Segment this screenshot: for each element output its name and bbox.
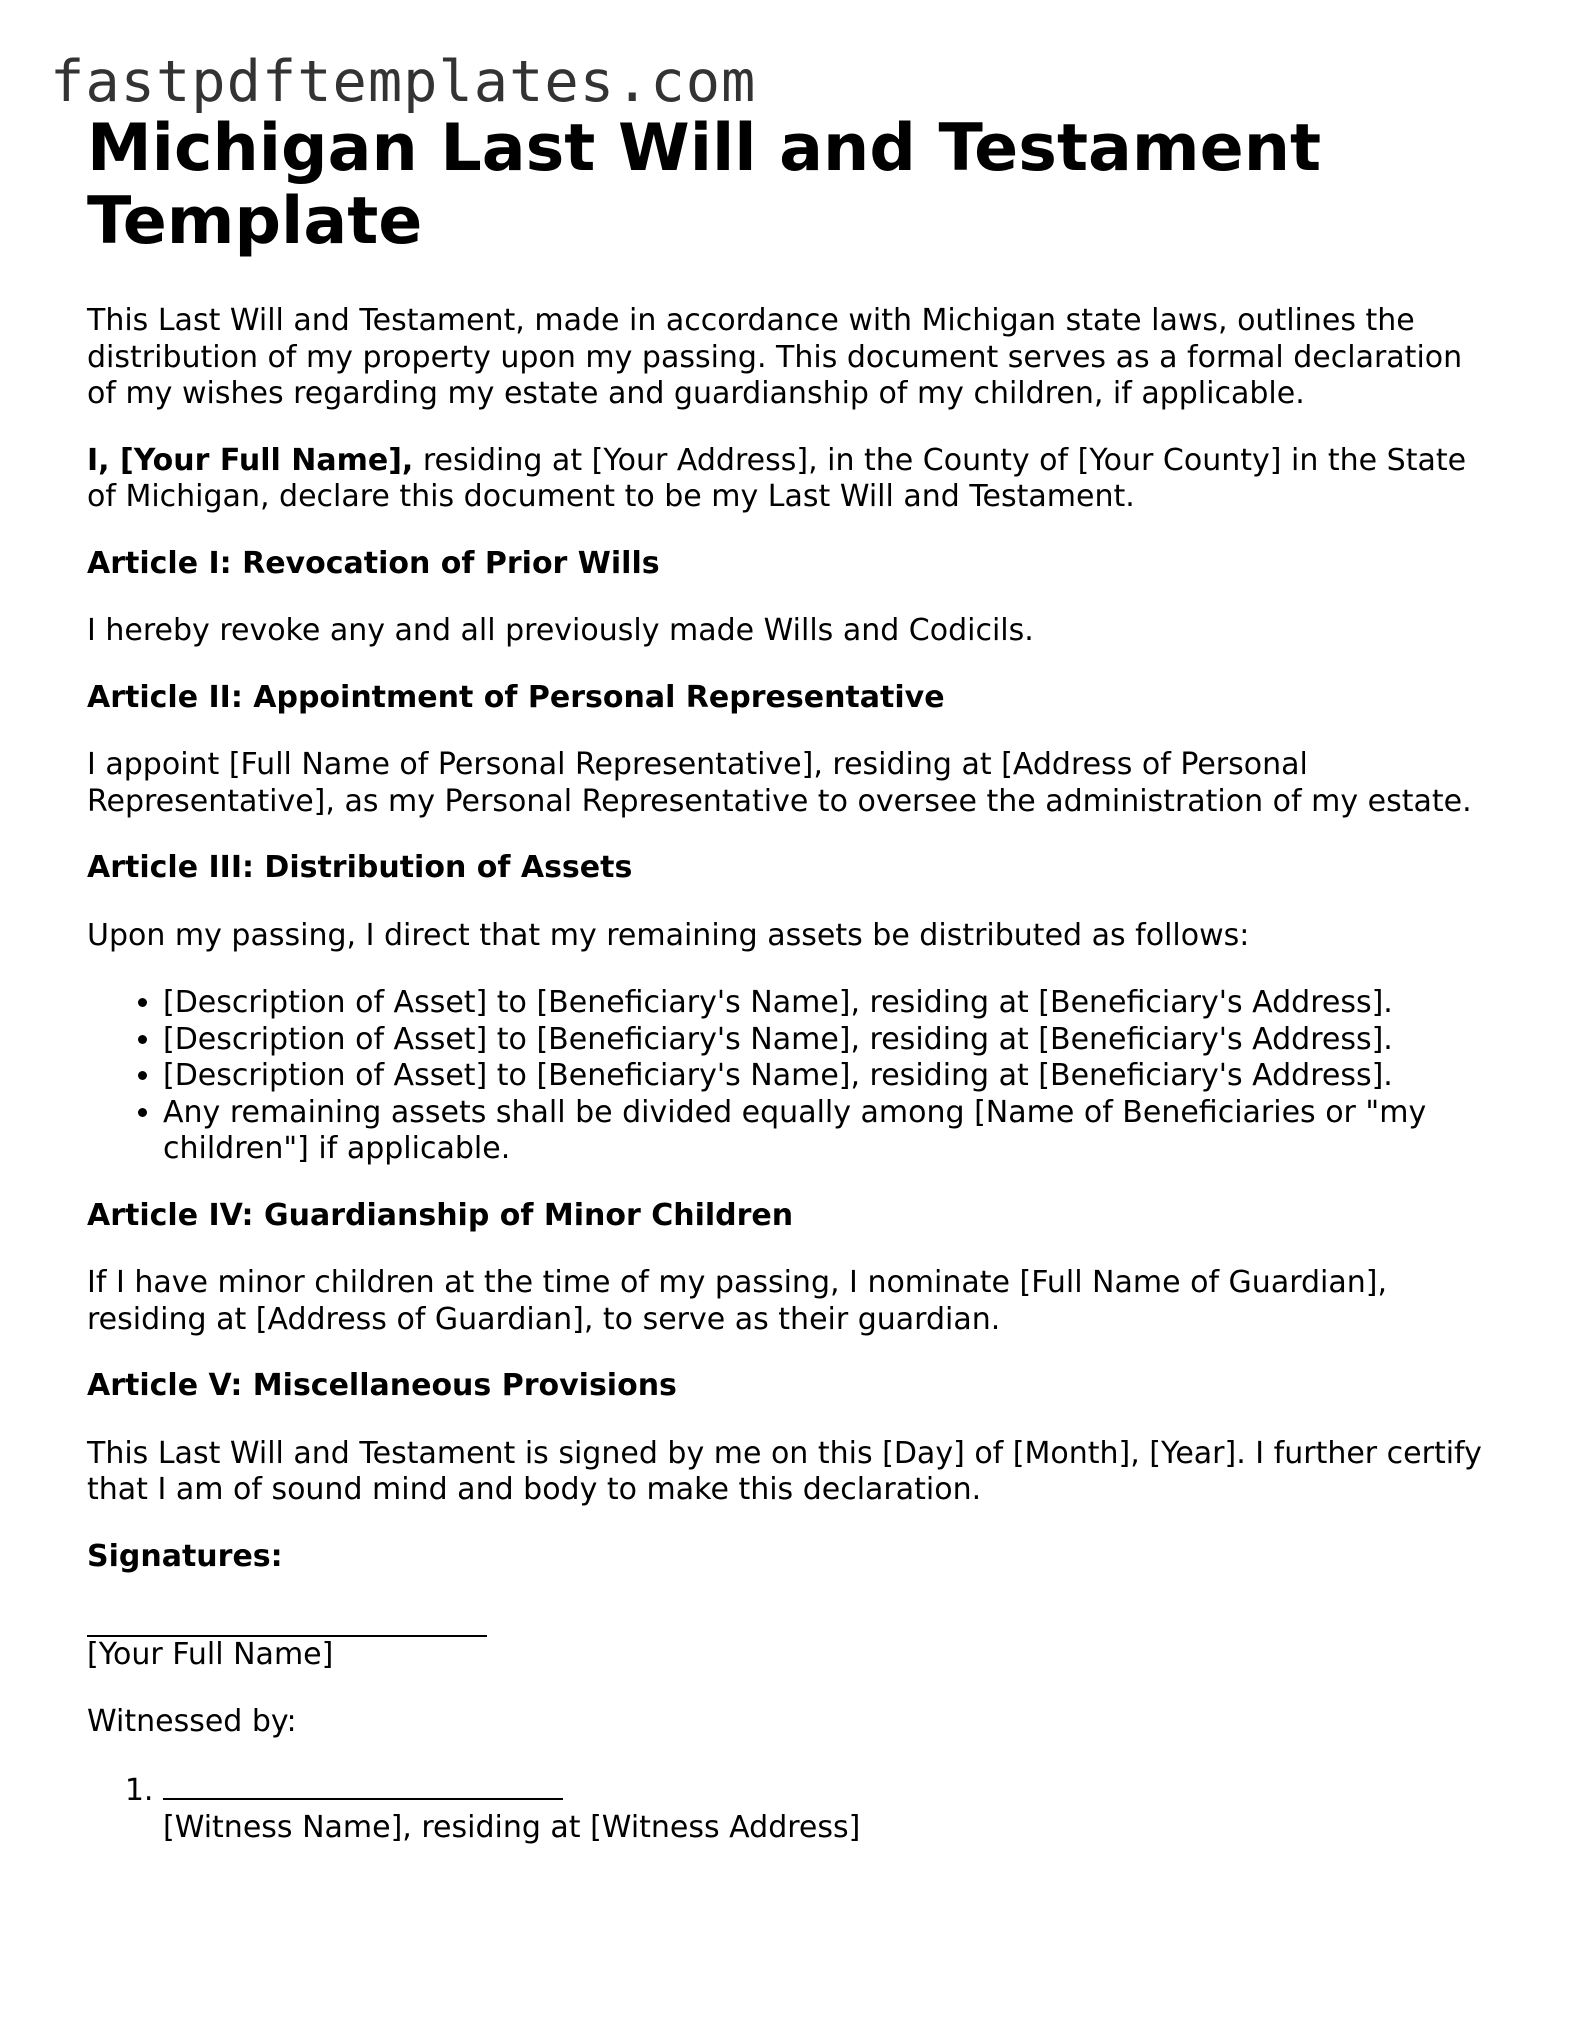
article-5-heading: Article V: Miscellaneous Provisions: [87, 1368, 677, 1403]
asset-list-item: • [Description of Asset] to [Beneficiary's Name], residing at [Beneficiary's Address].: [163, 1058, 1487, 1095]
article-2-heading: Article II: Appointment of Personal Representative: [87, 679, 945, 715]
witness-details: [Witness Name], residing at [Witness Address]: [163, 1809, 861, 1845]
signatures-heading: Signatures:: [87, 1538, 283, 1574]
testator-name: [Your Full Name]: [87, 1637, 334, 1672]
article-4-heading: Article IV: Guardianship of Minor Children: [87, 1197, 794, 1233]
declaration-name: I, [Your Full Name],: [87, 442, 414, 478]
article-5-text: This Last Will and Testament is signed by me on this [Day] of [Month], [Year]. I further certify that I am of sound mind and body to make this declaration.: [87, 1435, 1482, 1507]
declaration-text: residing at [Your Address], in the County of [Your County] in the State of Michigan, declare this document to be my Last Will and Testament.: [87, 442, 1467, 514]
site-watermark: fastpdftemplates.com: [50, 49, 757, 115]
article-1-text: I hereby revoke any and all previously made Wills and Codicils.: [87, 613, 1034, 648]
asset-list: [87, 985, 1487, 1168]
document-page: [87, 112, 1487, 1846]
witness-label: Witnessed by:: [87, 1703, 297, 1739]
intro-paragraph: This Last Will and Testament, made in accordance with Michigan state laws, outlines the distribution of my property upon my passing. This document serves as a formal declaration of my wishes regarding my estate and guardianship of my children, if applicable.: [87, 303, 1463, 411]
witness-list: [87, 1770, 1487, 1846]
declaration-paragraph: [87, 443, 1487, 516]
testator-signature-line[interactable]: [87, 1607, 487, 1637]
witness-signature-line[interactable]: [163, 1770, 563, 1800]
article-1-heading: Article I: Revocation of Prior Wills: [87, 545, 660, 581]
witness-list-item: [163, 1770, 1487, 1846]
article-2-text: I appoint [Full Name of Personal Representative], residing at [Address of Personal Representative], as my Personal Representative to oversee the administration of my estate.: [87, 747, 1472, 819]
asset-list-item: • [Description of Asset] to [Beneficiary's Name], residing at [Beneficiary's Address].: [163, 1022, 1487, 1059]
asset-list-item: • Any remaining assets shall be divided equally among [Name of Beneficiaries or "my children"] if applicable.: [163, 1095, 1487, 1168]
asset-list-item: • [Description of Asset] to [Beneficiary's Name], residing at [Beneficiary's Address].: [163, 985, 1487, 1022]
document-title: Michigan Last Will and Testament Template: [87, 111, 1322, 259]
article-3-text: Upon my passing, I direct that my remaining assets be distributed as follows:: [87, 917, 1250, 953]
article-3-heading: Article III: Distribution of Assets: [87, 850, 633, 885]
testator-signature-block: [87, 1607, 1487, 1674]
article-4-text: If I have minor children at the time of my passing, I nominate [Full Name of Guardian], residing at [Address of Guardian], to serve as their guardian.: [87, 1265, 1388, 1337]
